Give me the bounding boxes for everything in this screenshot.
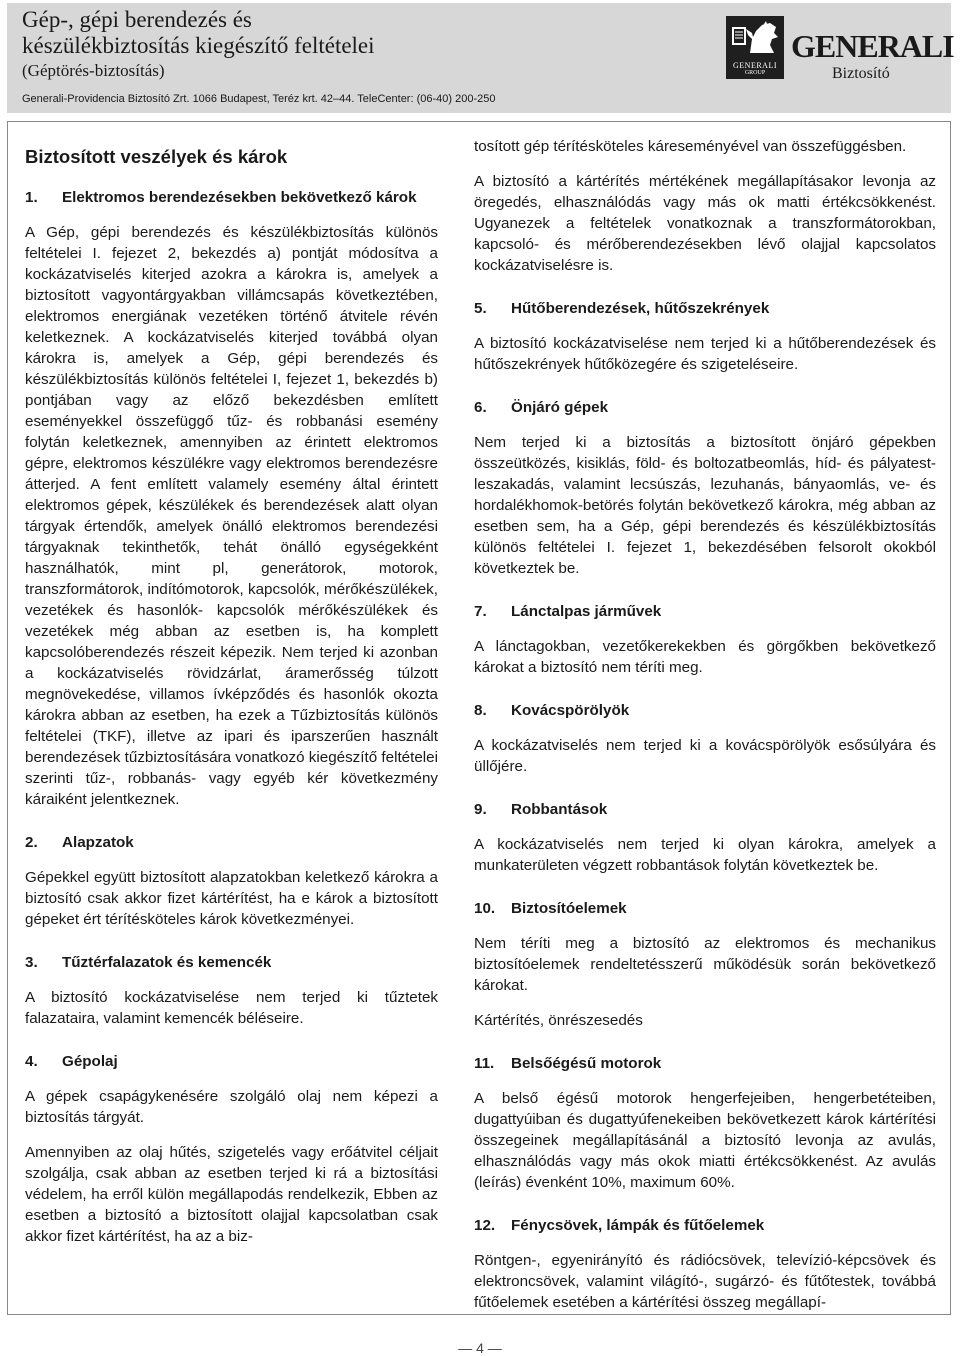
paragraph: A biztosító a kártérítés mértékének megállapításakor levonja az öregedés, elhasználódás vagy más ok matti értékcsökkenést. Ugyanezek a feltételek vonatkoznak a transzformátorokban, kapcsoló- és mérőberendezésekben lévő olajjal kapcsolatos kockázatviselésre is. xyxy=(474,173,936,274)
section-number: 11. xyxy=(474,1055,495,1072)
section-number: 2. xyxy=(25,834,38,851)
section-number: 6. xyxy=(474,399,487,416)
section-heading: Önjáró gépek xyxy=(511,399,609,416)
page-number: — 4 — xyxy=(458,1340,502,1356)
section-title xyxy=(25,1051,438,1072)
paragraph: tosított gép térítésköteles káreseményével van összefüggésben. xyxy=(474,138,907,155)
section-title xyxy=(474,601,936,622)
title-line-2: készülékbiztosítás kiegészítő feltételei xyxy=(22,33,375,58)
paragraph: A kockázatviselés nem terjed ki olyan károkra, amelyek a munkaterületen végzett robbantások folytán következtek be. xyxy=(474,836,936,874)
main-heading: Biztosított veszélyek és károk xyxy=(25,146,288,167)
paragraph: A lánctagokban, vezetőkerekekben és görgőkben bekövetkező károkat a biztosító nem téríti meg. xyxy=(474,638,936,676)
logo-text-group: GROUP xyxy=(744,70,766,76)
section-title xyxy=(474,700,936,721)
title-line-3: (Géptörés-biztosítás) xyxy=(22,61,165,80)
section-heading: Fénycsövek, lámpák és fűtőelemek xyxy=(511,1217,765,1234)
section-heading: Tűztérfalazatok és kemencék xyxy=(62,954,272,971)
paragraph: Nem terjed ki a biztosítás a biztosított önjáró gépekben összeütközés, kisiklás, föld- és boltozatbeomlás, híd- és pályatest-leszakadás, valamint lecsúszás, lezuhanás, bányaomlás, ve- és hordalékhomok-betörés folytán bekövetkező károkra, még abban az esetben sem, ha a Gép, gépi berendezés és készülékbiztosítás különös feltételei I. fejezet 1, bekezdésében felsorolt okokból következtek be. xyxy=(474,434,936,577)
section-number: 5. xyxy=(474,300,487,317)
section-heading: Lánctalpas járművek xyxy=(511,603,662,620)
generali-group-logo xyxy=(726,16,784,79)
paragraph: Amennyiben az olaj hűtés, szigetelés vagy erőátvitel céljait szolgálja, csak abban az esetben terjed ki rá a biztosítási védelem, ha erről külön megállapodás rendelkezik, Ebben az esetben a biztosító a biztosított olajjal kapcsolatban csak akkor fizet kártérítést, ha az a biz- xyxy=(25,1144,438,1245)
paragraph: A kockázatviselés nem terjed ki a kovácspörölyök esősúlyára és üllőjére. xyxy=(474,737,936,775)
paragraph: A belső égésű motorok hengerfejeiben, hengerbetéteiben, dugattyúiban és dugattyúfenekeiben bekövetkezett károk kártérítési összegeinek megállapításánál a biztosító levonja az avulás, elhasználódás vagy más okok miatti értékcsökkenést. Az avulás (leírás) évenként 10%, maximum 60%. xyxy=(474,1090,936,1191)
paragraph: Kártérítés, önrészesedés xyxy=(474,1012,643,1029)
section-heading: Biztosítóelemek xyxy=(511,900,627,917)
section-heading: Elektromos berendezésekben bekövetkező károk xyxy=(62,189,417,206)
paragraph: A biztosító kockázatviselése nem terjed ki tűztetek falazataira, valamint kemencék béléseire. xyxy=(25,989,438,1027)
title-line-1: Gép-, gépi berendezés és xyxy=(22,7,252,32)
section-number: 12. xyxy=(474,1217,496,1234)
section-title xyxy=(25,187,438,208)
section-heading: Robbantások xyxy=(511,801,608,818)
section-number: 4. xyxy=(25,1053,38,1070)
section-title xyxy=(474,898,936,919)
section-title xyxy=(474,1053,936,1074)
document-header xyxy=(7,3,954,113)
paragraph: Röntgen-, egyenirányító és rádiócsövek, televízió-képcsövek és elektroncsövek, valamint világító-, sugárzó- és fűtőtestek, továbbá fűtőelemek esetében a kártérítési összeg megállapí- xyxy=(474,1252,936,1311)
section-title xyxy=(474,397,936,418)
logo-text-generali: GENERALI xyxy=(733,61,777,70)
company-address: Generali-Providencia Biztosító Zrt. 1066 Budapest, Teréz krt. 42–44. TeleCenter: (06-40) 200-250 xyxy=(22,93,496,105)
section-heading: Kovácspörölyök xyxy=(511,702,630,719)
section-title xyxy=(474,298,936,319)
paragraph: A biztosító kockázatviselése nem terjed ki a hűtőberendezések és hűtőszekrények hűtőközegére és szigeteléseire. xyxy=(474,335,936,373)
brand-subtitle: Biztosító xyxy=(832,65,890,82)
section-number: 3. xyxy=(25,954,38,971)
right-column xyxy=(474,136,936,1327)
section-title xyxy=(474,799,936,820)
section-title xyxy=(474,1215,936,1236)
section-heading: Alapzatok xyxy=(62,834,134,851)
paragraph: A gépek csapágykenésére szolgáló olaj nem képezi a biztosítás tárgyát. xyxy=(25,1088,438,1126)
section-title xyxy=(25,832,438,853)
section-heading: Gépolaj xyxy=(62,1053,118,1070)
left-column xyxy=(25,140,438,1261)
paragraph: A Gép, gépi berendezés és készülékbiztosítás különös feltételei I. fejezet 2, bekezdés a) pontját módosítva a kockázatviselés kiterjed azokra a károkra is, amelyek a biztosított vagyontárgyakban villámcsapás következtében, elektromos energiának vezetéken történő átvitele révén keletkeznek. A kockázatviselés kiterjed továbbá olyan károkra is, amelyek a Gép, gépi berendezés és készülékbiztosítás különös feltételei I, fejezet 1, bekezdés b) pontjában vagy az előző bekezdésben említett eseményekkel összefüggő tűz- és robbanási esemény folytán keletkeznek, amennyiben az érintett elektromos gépre, elektromos készülékre vagy elektromos berendezésre átterjed. A fent említett valamely esemény által érintett elektromos gépek, készülékek és berendezések alatt olyan tárgyak értendők, amelyek önálló elektromos berendezési tárgyaknak tekinthetők, tehát önálló egységekként használhatók, mint pl, generátorok, motorok, transzformátorok, indítómotorok, kapcsolók, mérőkészülékek, vezetékek és hasonlók- kapcsolók mérőkészülékek és vezetékek még abban az esetben is, ha komplett kapcsolóberendezés részeit képezik. Nem terjed ki azonban a kockázatviselés rövidzárlat, áramerősség túlzott megnövekedése, villamos ívképződés és hasonlók okozta károkra abban az esetben, ha ezek a Tűzbiztosítás különös feltételei (TKF), illetve az ipari és iparszerűen használt berendezések tűzbiztosítására vonatkozó kiegészítő feltételei szerinti tűz-, robbanás- vagy egyéb kér következmény káraiként jelentkeznek. xyxy=(25,224,438,808)
section-number: 1. xyxy=(25,189,38,206)
paragraph: Gépekkel együtt biztosított alapzatokban keletkező károkra a biztosító csak akkor fizet kártérítést, ha e károk a biztosított gépeket ért térítésköteles károk következményei. xyxy=(25,869,438,928)
section-number: 9. xyxy=(474,801,487,818)
section-title xyxy=(25,952,438,973)
section-number: 7. xyxy=(474,603,487,620)
section-heading: Hűtőberendezések, hűtőszekrények xyxy=(511,300,770,317)
document-title xyxy=(22,7,375,82)
section-number: 8. xyxy=(474,702,487,719)
paragraph: Nem téríti meg a biztosító az elektromos és mechanikus biztosítóelemek rendeltetésszerű működésük során bekövetkező károkat. xyxy=(474,935,936,994)
brand-name: GENERALI xyxy=(791,28,954,64)
section-number: 10. xyxy=(474,900,496,917)
section-heading: Belsőégésű motorok xyxy=(511,1055,662,1072)
lion-icon xyxy=(726,19,784,59)
